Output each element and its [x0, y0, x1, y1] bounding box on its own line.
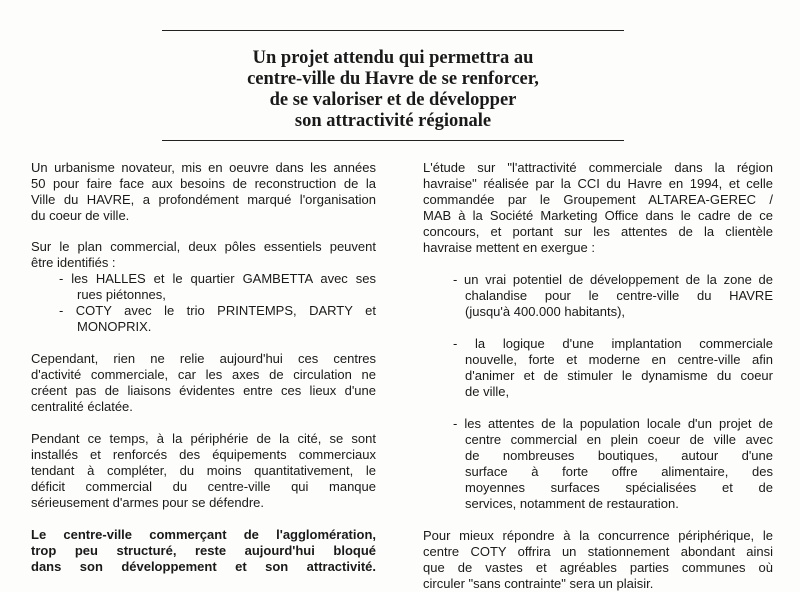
- text-line: que de vastes et agréables parties communes où: [423, 560, 773, 575]
- list-item-logic: [423, 336, 773, 400]
- list-item-continuation: chalandise pour le centre-ville du HAVRE: [465, 288, 773, 303]
- text-line: MAB à la Société Marketing Office dans le cadre de ce: [423, 208, 773, 223]
- text-line: sérieusement d'armes pour se défendre.: [31, 495, 264, 510]
- text-line: déficit commercial du centre-ville qui manque: [31, 479, 376, 494]
- list-item-expectations: [423, 416, 773, 512]
- top-rule: [162, 30, 624, 31]
- title-line: de se valoriser et de développer: [269, 90, 517, 110]
- list-item-continuation: de ville,: [465, 384, 510, 399]
- paragraph-study: [423, 160, 773, 256]
- text-line: trop peu structuré, reste aujourd'hui bloqué: [31, 543, 376, 558]
- list-item-continuation: d'animer et de stimuler le dynamisme du coeur: [465, 368, 773, 383]
- paragraph-commercial-poles: [31, 239, 376, 335]
- list-item-continuation: MONOPRIX.: [77, 319, 152, 334]
- text-line: installés et renforcés des équipements commerciaux: [31, 447, 376, 462]
- list-item-continuation: rues piétonnes,: [77, 287, 166, 302]
- list-item: - un vrai potentiel de développement de la zone de: [453, 272, 773, 287]
- list-item-continuation: surface à forte offre alimentaire, des: [465, 464, 773, 479]
- paragraph-periphery: [31, 431, 376, 511]
- title-line: Un projet attendu qui permettra au: [252, 48, 534, 68]
- text-line: Pendant ce temps, à la périphérie de la cité, se sont: [31, 431, 376, 446]
- text-line: Un urbanisme novateur, mis en oeuvre dans les années: [31, 160, 376, 175]
- list-item: - les attentes de la population locale d'un projet de: [453, 416, 773, 431]
- list-item-continuation: centre commercial en plein coeur de ville avec: [465, 432, 773, 447]
- text-line: Sur le plan commercial, deux pôles essentiels peuvent: [31, 239, 376, 254]
- text-line: être identifiés :: [31, 255, 116, 270]
- title-line: son attractivité régionale: [294, 111, 492, 131]
- paragraph-parking: [423, 528, 773, 592]
- bottom-rule: [162, 140, 624, 141]
- text-line: 50 pour faire face aux besoins de reconstruction de la: [31, 176, 376, 191]
- right-column: [423, 160, 773, 592]
- text-line: circuler "sans contrainte" sera un plaisir.: [423, 576, 654, 591]
- left-column: [31, 160, 376, 575]
- text-line: L'étude sur "l'attractivité commerciale dans la région: [423, 160, 773, 175]
- text-line: tendant à compléter, du moins quantitativement, le: [31, 463, 376, 478]
- text-line: Cependant, rien ne relie aujourd'hui ces centres: [31, 351, 376, 366]
- list-item-continuation: moyennes surfaces spécialisées et de: [465, 480, 773, 495]
- text-line: Ville du HAVRE, a profondément marqué l'organisation: [31, 192, 376, 207]
- list-item-continuation: services, notamment de restauration.: [465, 496, 679, 511]
- title-line: centre-ville du Havre de se renforcer,: [247, 69, 539, 89]
- text-line: concours, et portant sur les attentes de la clientèle: [423, 224, 773, 239]
- text-line: centralité éclatée.: [31, 399, 133, 414]
- list-item-continuation: de nombreuses boutiques, autour d'une: [465, 448, 773, 463]
- text-line: Le centre-ville commerçant de l'agglomération,: [31, 527, 376, 542]
- paragraph-urbanism: [31, 160, 376, 224]
- text-line: centre COTY offrira un stationnement abondant ainsi: [423, 544, 773, 559]
- list-item: - la logique d'une implantation commerciale: [453, 336, 773, 351]
- list-item-continuation: nouvelle, forte et moderne en centre-ville afin: [465, 352, 773, 367]
- text-line: Pour mieux répondre à la concurrence périphérique, le: [423, 528, 773, 543]
- text-line: commandée par le Groupement ALTAREA-GEREC /: [423, 192, 773, 207]
- list-item: - les HALLES et le quartier GAMBETTA avec ses: [59, 271, 376, 286]
- text-line: havraise mettent en exergue :: [423, 240, 595, 255]
- document-title: [162, 48, 624, 132]
- text-line: dans son développement et son attractivité.: [31, 559, 376, 574]
- paragraph-however: [31, 351, 376, 415]
- list-item-continuation: (jusqu'à 400.000 habitants),: [465, 304, 626, 319]
- text-line: créent pas de liaisons évidentes entre ces lieux d'une: [31, 383, 376, 398]
- list-item-potential: [423, 272, 773, 320]
- text-line: d'activité commerciale, car les axes de circulation ne: [31, 367, 376, 382]
- text-line: havraise" réalisée par la CCI du Havre en 1994, et celle: [423, 176, 773, 191]
- text-line: du coeur de ville.: [31, 208, 130, 223]
- list-item: - COTY avec le trio PRINTEMPS, DARTY et: [59, 303, 376, 318]
